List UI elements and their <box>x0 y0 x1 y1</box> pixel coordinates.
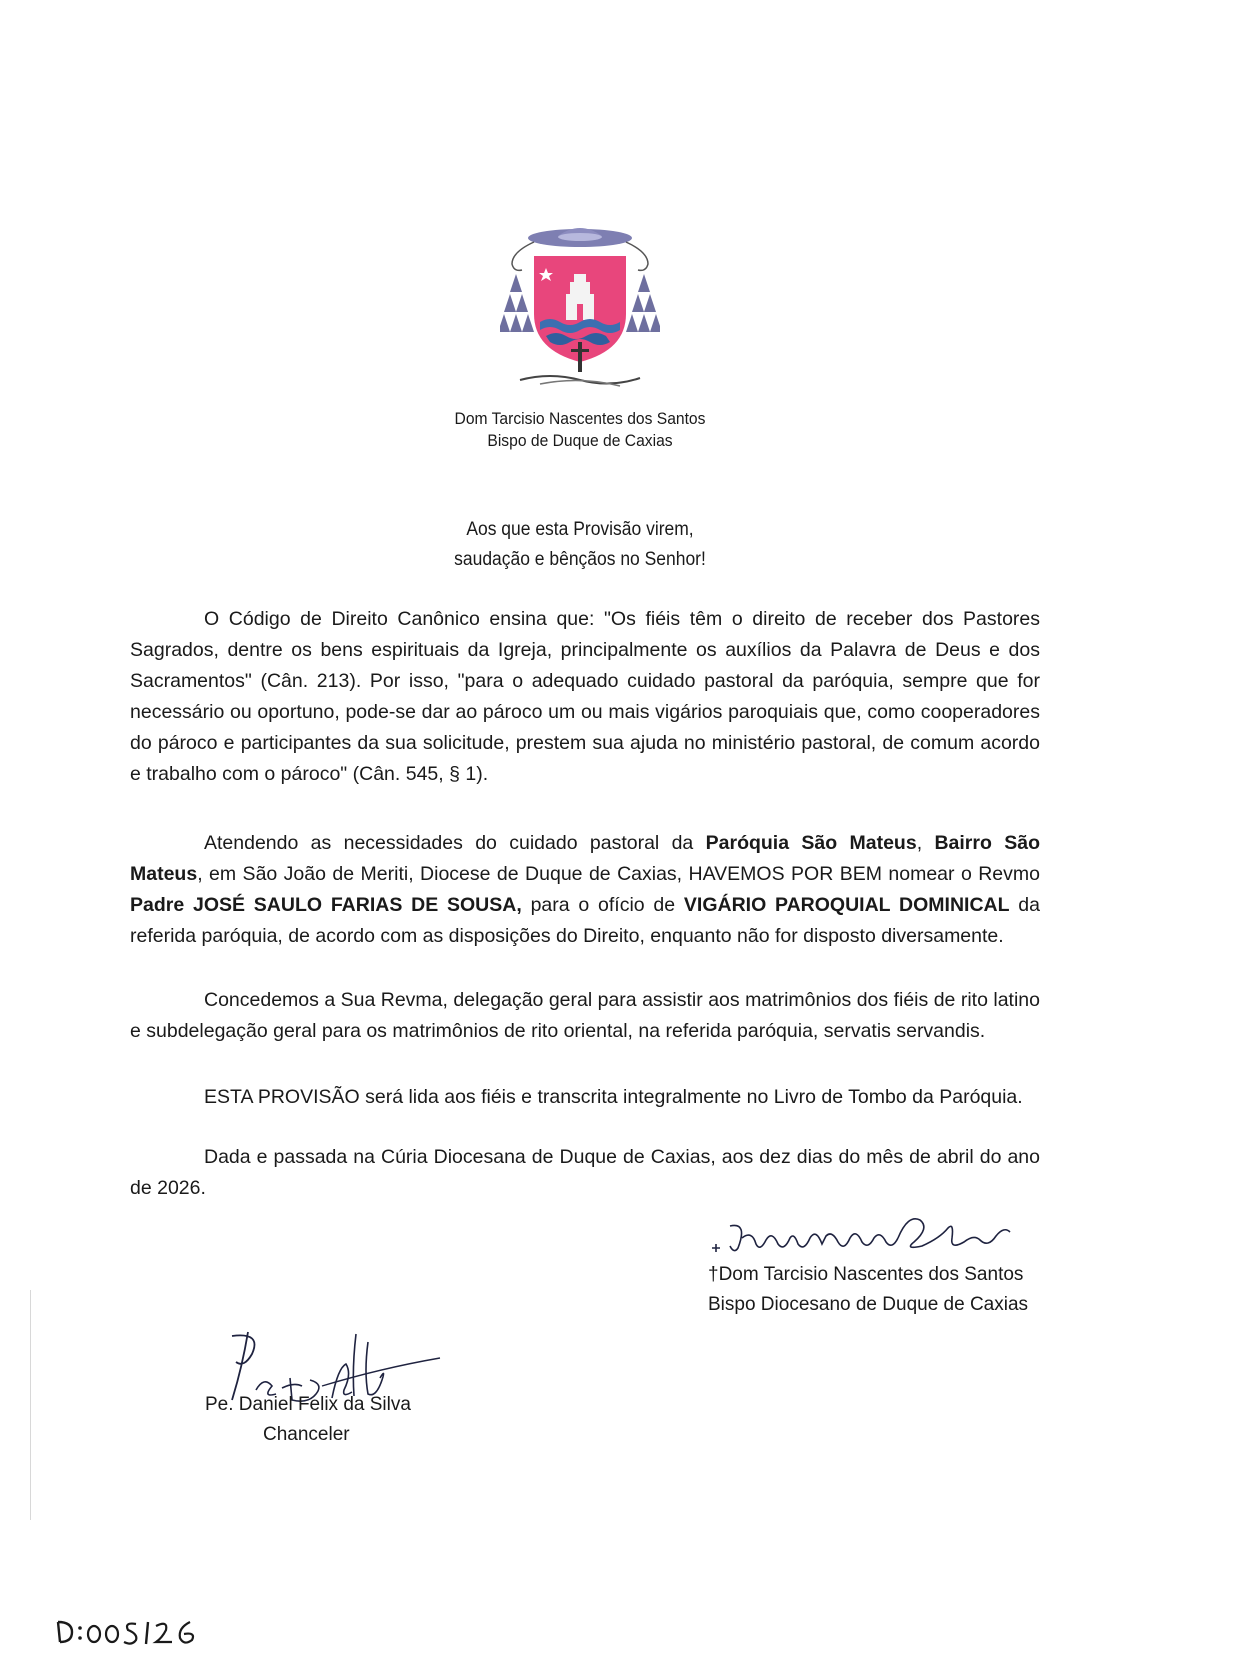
bishop-signature-name: †Dom Tarcisio Nascentes dos Santos <box>708 1264 1024 1285</box>
chancellor-signature-name: Pe. Daniel Felix da Silva <box>205 1394 411 1415</box>
appointment-text-3: , em São João de Meriti, Diocese de Duque de Caxias, HAVEMOS POR BEM nomear o Revmo <box>197 863 1040 885</box>
greeting <box>378 515 783 575</box>
priest-name: Padre JOSÉ SAULO FARIAS DE SOUSA, <box>130 894 522 916</box>
chancellor-signature-title: Chanceler <box>263 1424 350 1445</box>
appointment-text-2: , <box>916 832 935 854</box>
bishop-signature-block <box>708 1260 1028 1320</box>
paragraph-date: Dada e passada na Cúria Diocesana de Duque de Caxias, aos dez dias do mês de abril do ano de 2026. <box>130 1146 1040 1199</box>
protocol-code-handwritten <box>52 1612 212 1648</box>
appointment-text-5: da referida paróquia, de acordo com as disposições do Direito, enquanto não for disposto diversamente. <box>130 894 1040 947</box>
bishop-handwritten-signature-icon <box>708 1208 1018 1260</box>
letterhead-name: Dom Tarcisio Nascentes dos Santos <box>454 409 706 428</box>
coat-of-arms-icon <box>500 222 660 400</box>
paragraph-delegation: Concedemos a Sua Revma, delegação geral para assistir aos matrimônios dos fiéis de rito latino e subdelegação geral para os matrimônios de rito oriental, na referida paróquia, servatis servandis. <box>130 989 1040 1042</box>
appointment-text-1: Atendendo as necessidades do cuidado pastoral da <box>204 832 706 854</box>
bishop-signature-title: Bispo Diocesano de Duque de Caxias <box>708 1294 1029 1315</box>
scan-edge-line <box>30 1290 31 1520</box>
parish-name: Paróquia São Mateus <box>705 832 917 854</box>
paragraph-appointment <box>130 828 1040 952</box>
greeting-line-2: saudação e bênçãos no Senhor! <box>454 549 706 570</box>
letterhead-title: Bispo de Duque de Caxias <box>487 431 673 450</box>
paragraph-canon-law: O Código de Direito Canônico ensina que: "Os fiéis têm o direito de receber dos Pastores Sagrados, dentre os bens espirituais da Igreja, principalmente os auxílios da Palavra de Deus e dos Sacramentos" (Cân. 213). Por isso, "para o adequado cuidado pastoral da paróquia, sempre que for necessário ou oportuno, pode-se dar ao pároco um ou mais vigários paroquiais que, como cooperadores do pároco e participantes da sua solicitude, prestem sua ajuda no ministério pastoral, de comum acordo e trabalho com o pároco" (Cân. 545, § 1). <box>130 608 1040 785</box>
greeting-line-1: Aos que esta Provisão virem, <box>466 519 694 540</box>
office-title: VIGÁRIO PAROQUIAL DOMINICAL <box>683 894 1010 916</box>
neighborhood-name: Bairro São Mateus <box>130 832 1040 885</box>
paragraph-reading-order: ESTA PROVISÃO será lida aos fiéis e transcrita integralmente no Livro de Tombo da Paróquia. <box>204 1086 1023 1108</box>
appointment-text-4: para o ofício de <box>521 894 684 916</box>
